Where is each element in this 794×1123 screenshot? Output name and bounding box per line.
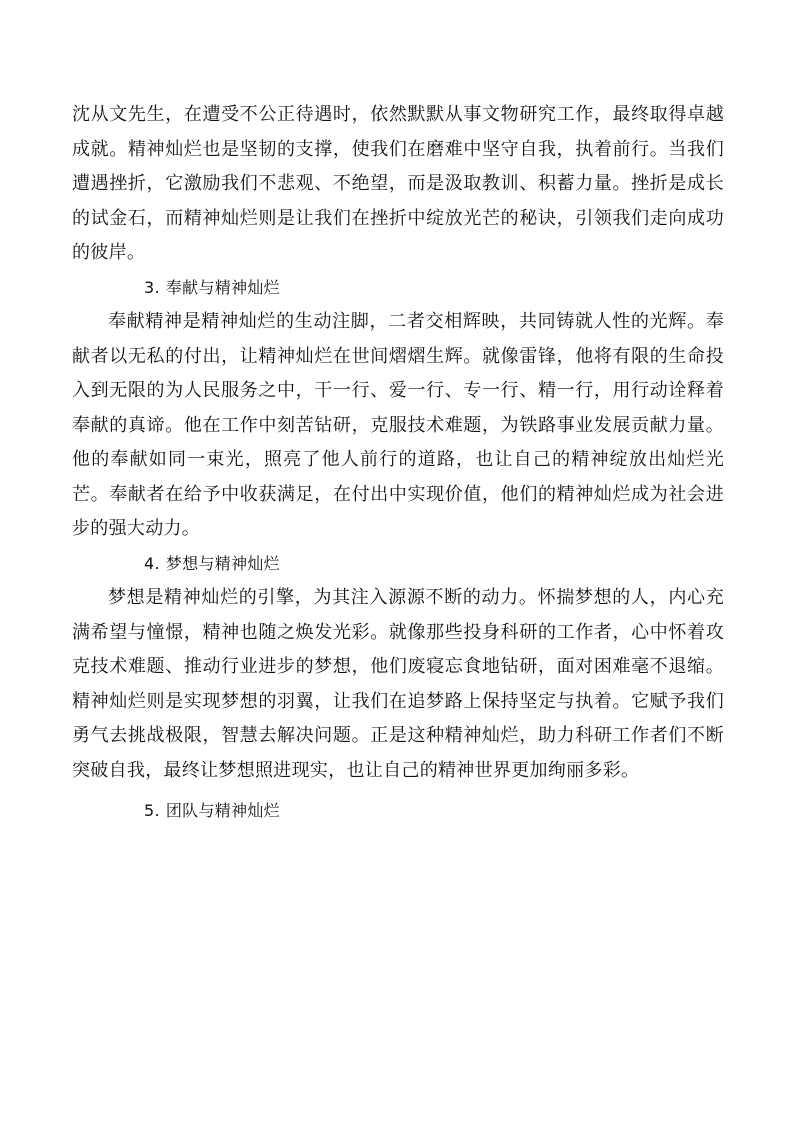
section-heading-team (72, 794, 724, 829)
section-number: 5. (144, 801, 160, 820)
section-heading-dream (72, 547, 724, 582)
section-title: 团队与精神灿烂 (165, 801, 280, 820)
section-title: 梦想与精神灿烂 (165, 553, 280, 573)
document-body (72, 98, 724, 829)
paragraph-perseverance: 沈从文先生，在遭受不公正待遇时，依然默默从事文物研究工作，最终取得卓越成就。精神灿烂也是坚韧的支撑，使我们在磨难中坚守自我，执着前行。当我们遭遇挫折，它激励我们不悲观、不绝望，而是汲取教训、积蓄力量。挫折是成长的试金石，而精神灿烂则是让我们在挫折中绽放光芒的秘诀，引领我们走向成功的彼岸。 (72, 104, 724, 263)
section-number: 3. (144, 277, 160, 297)
section-heading-dedication (72, 271, 724, 306)
section-number: 4. (144, 553, 160, 573)
paragraph-dedication: 奉献精神是精神灿烂的生动注脚，二者交相辉映，共同铸就人性的光辉。奉献者以无私的付出，让精神灿烂在世间熠熠生辉。就像雷锋，他将有限的生命投入到无限的为人民服务之中，干一行、爱一行、专一行、精一行，用行动诠释着奉献的真谛。他在工作中刻苦钻研，克服技术难题，为铁路事业发展贡献力量。他的奉献如同一束光，照亮了他人前行的道路，也让自己的精神绽放出灿烂光芒。奉献者在给予中收获满足，在付出中实现价值，他们的精神灿烂成为社会进步的强大动力。 (72, 311, 724, 539)
section-title: 奉献与精神灿烂 (165, 277, 280, 297)
paragraph-dream: 梦想是精神灿烂的引擎，为其注入源源不断的动力。怀揣梦想的人，内心充满希望与憧憬，精神也随之焕发光彩。就像那些投身科研的工作者，心中怀着攻克技术难题、推动行业进步的梦想，他们废寝忘食地钻研，面对困难毫不退缩。精神灿烂则是实现梦想的羽翼，让我们在追梦路上保持坚定与执着。它赋予我们勇气去挑战极限，智慧去解决问题。正是这种精神灿烂，助力科研工作者们不断突破自我，最终让梦想照进现实，也让自己的精神世界更加绚丽多彩。 (72, 587, 724, 781)
